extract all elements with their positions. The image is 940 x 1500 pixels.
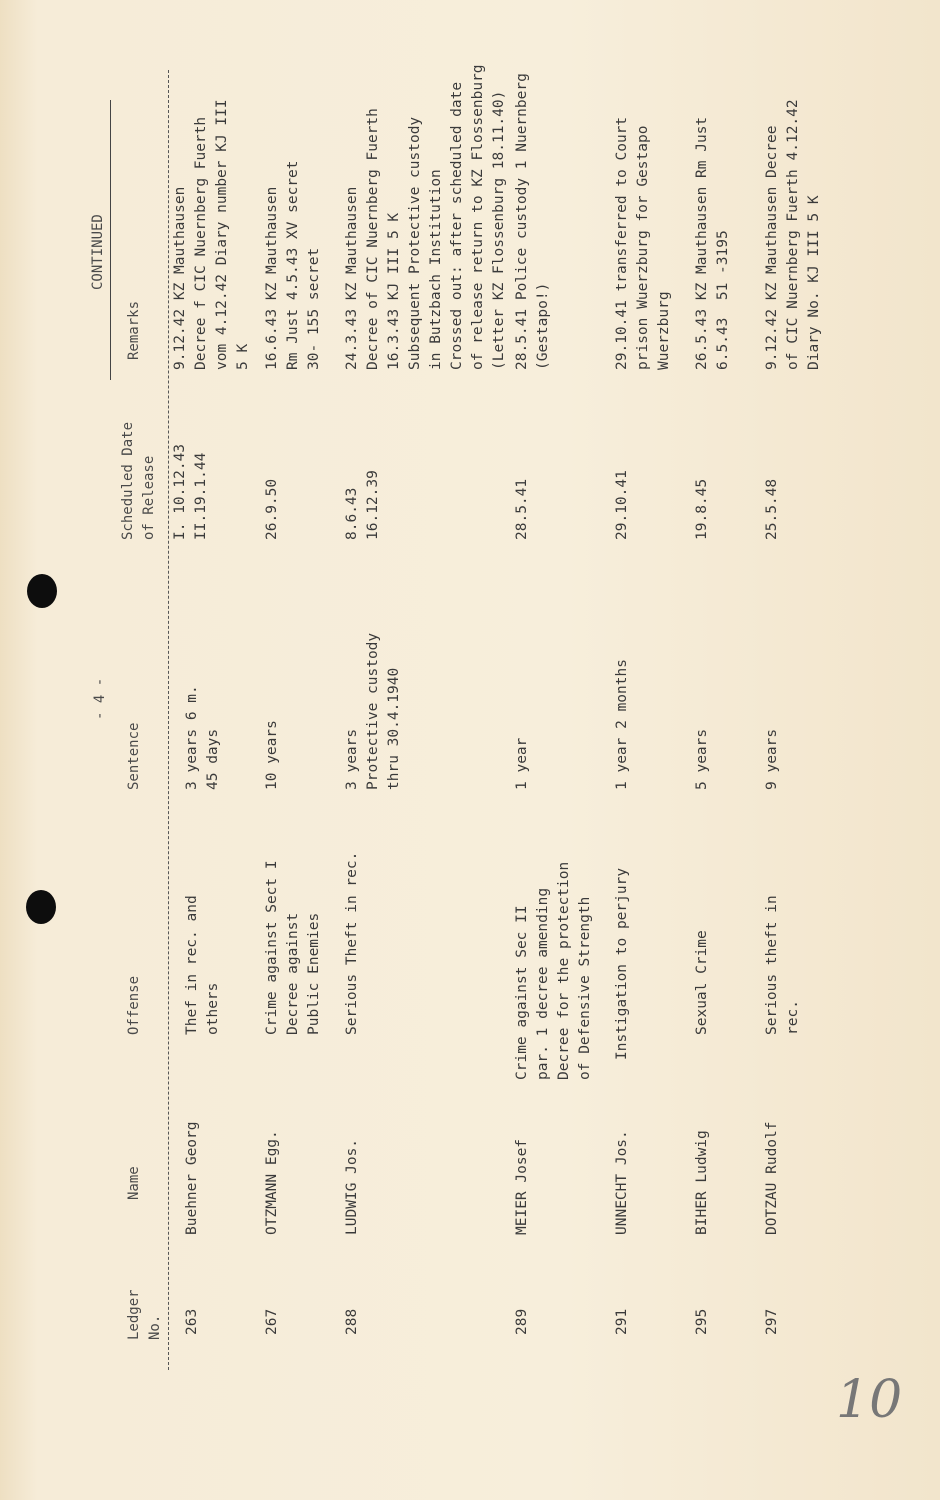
release-date: 29.10.41 bbox=[614, 470, 630, 540]
prisoner-name: UNNECHT Jos. bbox=[614, 1130, 630, 1235]
offense: Crime against Sec II par. 1 decree amending Decree for the protection of Defensive Strength bbox=[514, 861, 593, 1080]
header-dashed-rule bbox=[168, 70, 169, 1370]
release-date: 28.5.41 bbox=[514, 478, 530, 540]
remarks: 29.10.41 transferred to Court prison Wuerzburg for Gestapo Wuerzburg bbox=[614, 116, 672, 370]
offense: Thef in rec. and others bbox=[184, 895, 221, 1035]
remarks: 9.12.42 KZ Mauthausen Decree f CIC Nuernberg Fuerth vom 4.12.42 Diary number KJ III 5 K bbox=[172, 99, 251, 370]
ledger-number: 295 bbox=[694, 1308, 710, 1335]
col-header-release: Scheduled Date of Release bbox=[120, 421, 157, 540]
release-date: 26.9.50 bbox=[264, 478, 280, 540]
ledger-number: 291 bbox=[614, 1308, 630, 1335]
remarks: 26.5.43 KZ Mauthausen Rm Just 6.5.43 51 -3195 bbox=[694, 116, 731, 370]
prisoner-name: Buehner Georg bbox=[184, 1121, 200, 1235]
offense: Sexual Crime bbox=[694, 930, 710, 1035]
sentence: 3 years 6 m. 45 days bbox=[184, 685, 221, 790]
sentence: 3 years Protective custody thru 30.4.1940 bbox=[344, 632, 402, 790]
prisoner-name: OTZMANN Egg. bbox=[264, 1130, 280, 1235]
offense: Serious theft in rec. bbox=[764, 895, 801, 1035]
sentence: 9 years bbox=[764, 728, 780, 790]
offense: Serious Theft in rec. bbox=[344, 851, 360, 1035]
release-date: I. 10.12.43 II.19.1.44 bbox=[172, 443, 209, 540]
col-header-name: Name bbox=[126, 1166, 142, 1200]
remarks: 16.6.43 KZ Mauthausen Rm Just 4.5.43 XV secret 30- 155 secret bbox=[264, 160, 322, 370]
page-marker: - 4 - bbox=[92, 677, 108, 720]
sentence: 10 years bbox=[264, 720, 280, 790]
remarks: 24.3.43 KZ Mauthausen Decree of CIC Nuernberg Fuerth 16.3.43 KJ III 5 K Subsequent Protective custody in Butzbach Institution Crossed out: after scheduled date of release return to KZ Flossenburg (Letter KZ Flossenburg 18.11.40) bbox=[344, 64, 507, 370]
col-header-sentence: Sentence bbox=[126, 722, 142, 790]
release-date: 25.5.48 bbox=[764, 478, 780, 540]
ledger-number: 263 bbox=[184, 1308, 200, 1335]
prisoner-name: DOTZAU Rudolf bbox=[764, 1121, 780, 1235]
release-date: 8.6.43 16.12.39 bbox=[344, 470, 381, 540]
continued-label: CONTINUED bbox=[90, 214, 106, 290]
sentence: 5 years bbox=[694, 728, 710, 790]
ledger-number: 289 bbox=[514, 1308, 530, 1335]
ledger-number: 288 bbox=[344, 1308, 360, 1335]
prisoner-name: LUDWIG Jos. bbox=[344, 1138, 360, 1235]
prisoner-name: BIHER Ludwig bbox=[694, 1130, 710, 1235]
prisoner-name: MEIER Josef bbox=[514, 1138, 530, 1235]
ledger-number: 267 bbox=[264, 1308, 280, 1335]
ledger-number: 297 bbox=[764, 1308, 780, 1335]
release-date: 19.8.45 bbox=[694, 478, 710, 540]
sentence: 1 year 2 months bbox=[614, 659, 630, 790]
offense: Instigation to perjury bbox=[614, 867, 630, 1060]
remarks: 28.5.41 Police custody 1 Nuernberg (Gestapo!) bbox=[514, 73, 551, 370]
col-header-remarks: Remarks bbox=[126, 300, 142, 360]
offense: Crime against Sect I Decree against Public Enemies bbox=[264, 860, 322, 1035]
col-header-ledger: Ledger No. bbox=[126, 1289, 163, 1340]
continued-rule bbox=[110, 100, 111, 380]
col-header-offense: Offense bbox=[126, 975, 142, 1035]
sentence: 1 year bbox=[514, 737, 530, 790]
remarks: 9.12.42 KZ Mauthausen Decree of CIC Nuernberg Fuerth 4.12.42 Diary No. KJ III 5 K bbox=[764, 99, 822, 370]
handwritten-page-number: 10 bbox=[836, 1370, 903, 1430]
